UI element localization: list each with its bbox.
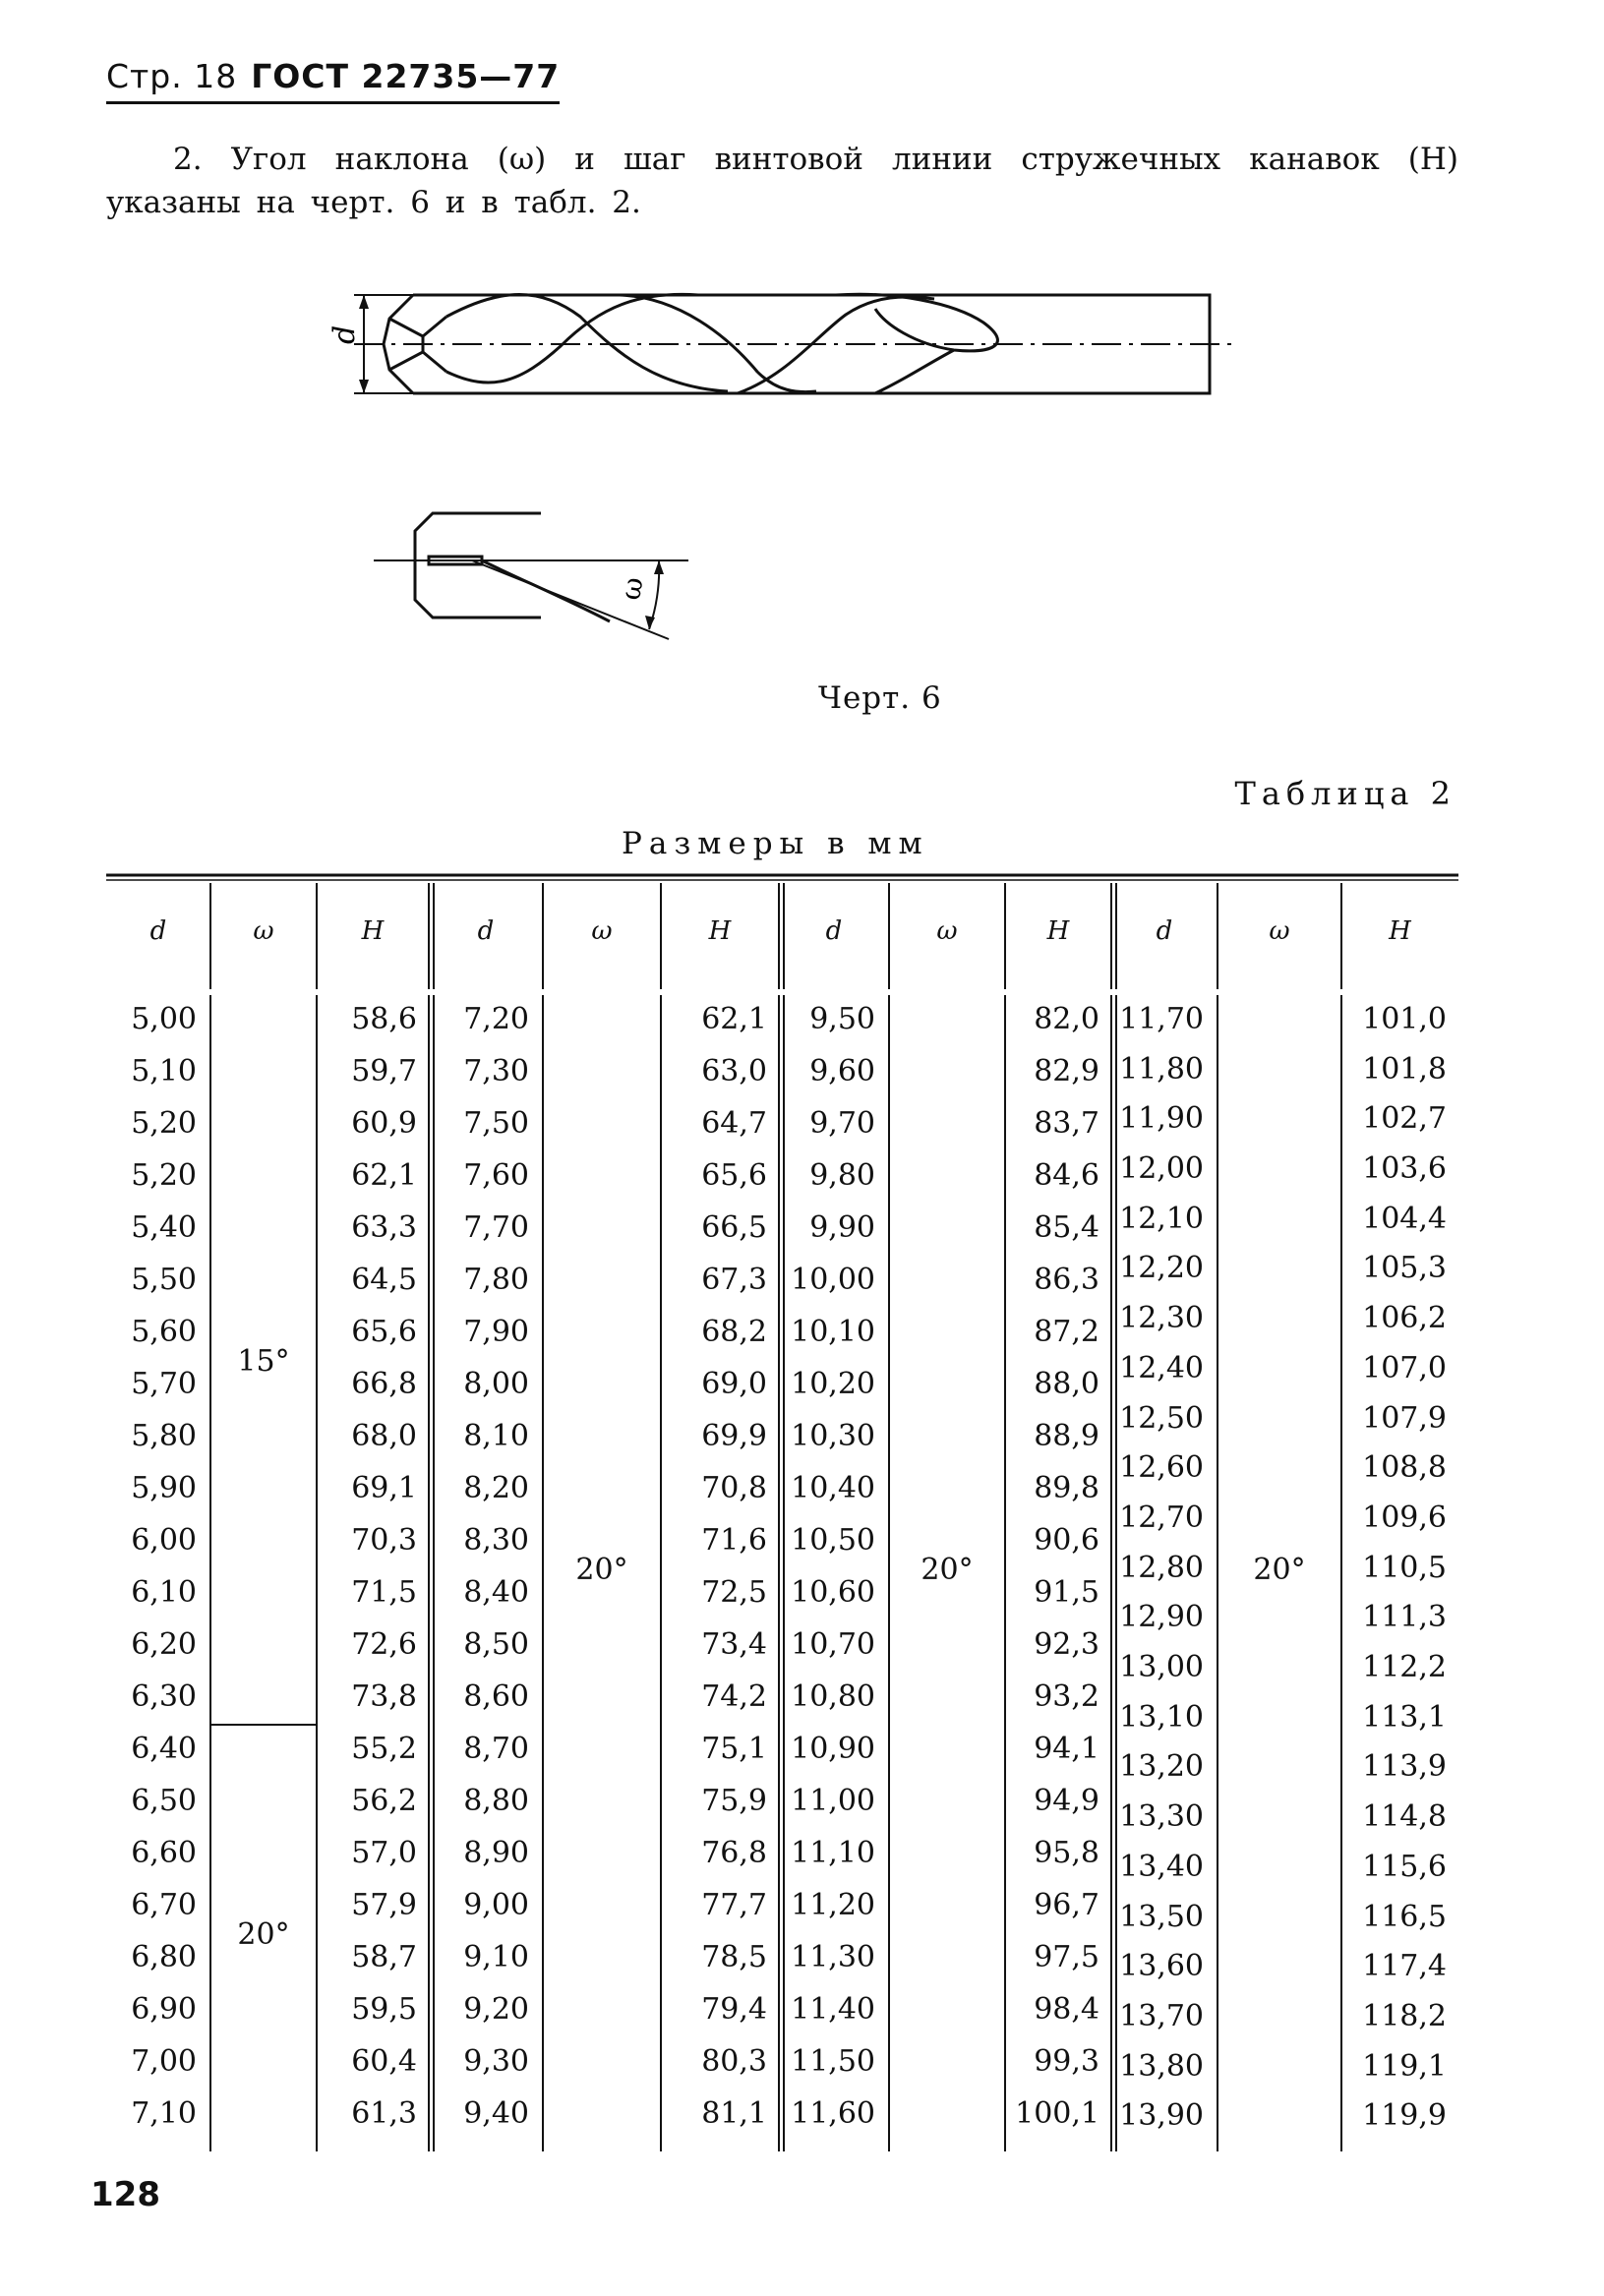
cell-diameter: 12,30 — [1119, 1301, 1204, 1336]
cell-diameter: 7,90 — [463, 1315, 529, 1349]
cell-diameter: 8,60 — [463, 1679, 529, 1714]
cell-pitch: 82,9 — [1034, 1054, 1099, 1089]
cell-pitch: 63,0 — [701, 1054, 767, 1089]
cell-diameter: 6,40 — [131, 1732, 197, 1766]
cell-diameter: 6,20 — [131, 1627, 197, 1662]
cell-diameter: 6,00 — [131, 1523, 197, 1558]
cell-pitch: 66,8 — [351, 1367, 417, 1401]
cell-diameter: 10,70 — [791, 1627, 875, 1662]
column-header: d — [149, 916, 167, 946]
table-units: Размеры в мм — [622, 826, 929, 861]
cell-pitch: 107,0 — [1362, 1350, 1447, 1385]
cell-pitch: 77,7 — [701, 1888, 767, 1922]
cell-pitch: 108,8 — [1362, 1450, 1447, 1486]
cell-pitch: 65,6 — [701, 1158, 767, 1193]
cell-pitch: 58,6 — [351, 1002, 417, 1036]
cell-diameter: 8,40 — [463, 1575, 529, 1610]
cell-pitch: 79,4 — [701, 1992, 767, 2027]
cell-pitch: 86,3 — [1034, 1263, 1099, 1297]
cell-diameter: 12,40 — [1119, 1350, 1204, 1385]
cell-diameter: 8,90 — [463, 1836, 529, 1870]
cell-diameter: 7,20 — [463, 1002, 529, 1036]
cell-diameter: 6,70 — [131, 1888, 197, 1922]
cell-pitch: 104,4 — [1362, 1201, 1447, 1236]
cell-diameter: 13,90 — [1119, 2098, 1204, 2134]
dimensions-table — [106, 869, 1458, 2138]
cell-pitch: 92,3 — [1034, 1627, 1099, 1662]
cell-pitch: 72,5 — [701, 1575, 767, 1610]
cell-pitch: 68,2 — [701, 1315, 767, 1349]
cell-diameter: 11,00 — [791, 1784, 875, 1818]
cell-pitch: 57,9 — [351, 1888, 417, 1922]
column-header: d — [1156, 916, 1173, 946]
cell-pitch: 61,3 — [351, 2096, 417, 2131]
cell-diameter: 10,50 — [791, 1523, 875, 1558]
cell-diameter: 10,60 — [791, 1575, 875, 1610]
cell-diameter: 9,20 — [463, 1992, 529, 2027]
cell-diameter: 13,70 — [1119, 1998, 1204, 2033]
cell-pitch: 82,0 — [1034, 1002, 1099, 1036]
cell-helix-angle: 20° — [921, 1553, 974, 1587]
cell-diameter: 10,90 — [791, 1732, 875, 1766]
cell-diameter: 8,10 — [463, 1419, 529, 1453]
cell-pitch: 119,9 — [1362, 2098, 1447, 2134]
column-header: ω — [1269, 916, 1290, 946]
cell-helix-angle: 20° — [575, 1553, 628, 1587]
cell-diameter: 11,90 — [1119, 1101, 1204, 1137]
cell-pitch: 114,8 — [1362, 1799, 1447, 1835]
cell-diameter: 8,70 — [463, 1732, 529, 1766]
column-header: ω — [936, 916, 958, 946]
cell-pitch: 111,3 — [1362, 1600, 1447, 1635]
cell-diameter: 9,80 — [809, 1158, 875, 1193]
cell-diameter: 6,50 — [131, 1784, 197, 1818]
cell-pitch: 64,5 — [351, 1263, 417, 1297]
cell-pitch: 71,5 — [351, 1575, 417, 1610]
cell-pitch: 94,9 — [1034, 1784, 1099, 1818]
cell-diameter: 12,50 — [1119, 1400, 1204, 1436]
standard-number: ГОСТ 22735—77 — [251, 57, 561, 95]
cell-pitch: 66,5 — [701, 1210, 767, 1245]
cell-diameter: 9,50 — [809, 1002, 875, 1036]
drill-detail-drawing — [374, 501, 708, 649]
cell-pitch: 98,4 — [1034, 1992, 1099, 2027]
column-header: H — [1389, 916, 1411, 946]
cell-diameter: 7,30 — [463, 1054, 529, 1089]
cell-diameter: 11,40 — [791, 1992, 875, 2027]
page-number: 128 — [90, 2175, 160, 2214]
cell-diameter: 5,90 — [131, 1471, 197, 1505]
cell-diameter: 7,50 — [463, 1106, 529, 1141]
cell-diameter: 5,80 — [131, 1419, 197, 1453]
cell-pitch: 78,5 — [701, 1940, 767, 1974]
cell-diameter: 9,10 — [463, 1940, 529, 1974]
cell-diameter: 12,10 — [1119, 1201, 1204, 1236]
column-header: ω — [253, 916, 274, 946]
cell-pitch: 75,1 — [701, 1732, 767, 1766]
cell-diameter: 13,10 — [1119, 1699, 1204, 1735]
cell-pitch: 81,1 — [701, 2096, 767, 2131]
cell-diameter: 5,60 — [131, 1315, 197, 1349]
cell-pitch: 101,8 — [1362, 1051, 1447, 1087]
cell-diameter: 9,40 — [463, 2096, 529, 2131]
cell-pitch: 105,3 — [1362, 1251, 1447, 1286]
cell-pitch: 119,1 — [1362, 2048, 1447, 2084]
cell-diameter: 8,00 — [463, 1367, 529, 1401]
cell-diameter: 9,90 — [809, 1210, 875, 1245]
cell-pitch: 109,6 — [1362, 1500, 1447, 1535]
cell-pitch: 116,5 — [1362, 1899, 1447, 1934]
figure-caption: Черт. 6 — [818, 680, 942, 716]
cell-pitch: 55,2 — [351, 1732, 417, 1766]
column-header: H — [708, 916, 732, 946]
cell-pitch: 72,6 — [351, 1627, 417, 1662]
cell-pitch: 70,8 — [701, 1471, 767, 1505]
cell-pitch: 87,2 — [1034, 1315, 1099, 1349]
cell-diameter: 5,20 — [131, 1106, 197, 1141]
cell-diameter: 5,00 — [131, 1002, 197, 1036]
cell-diameter: 12,20 — [1119, 1251, 1204, 1286]
cell-pitch: 59,5 — [351, 1992, 417, 2027]
cell-pitch: 65,6 — [351, 1315, 417, 1349]
cell-pitch: 75,9 — [701, 1784, 767, 1818]
cell-helix-angle: 20° — [1253, 1553, 1306, 1587]
cell-pitch: 99,3 — [1034, 2044, 1099, 2079]
cell-diameter: 5,40 — [131, 1210, 197, 1245]
cell-diameter: 13,20 — [1119, 1749, 1204, 1785]
cell-diameter: 10,80 — [791, 1679, 875, 1714]
drill-drawing — [325, 277, 1239, 415]
cell-pitch: 96,7 — [1034, 1888, 1099, 1922]
cell-pitch: 59,7 — [351, 1054, 417, 1089]
cell-pitch: 106,2 — [1362, 1301, 1447, 1336]
cell-pitch: 67,3 — [701, 1263, 767, 1297]
cell-pitch: 94,1 — [1034, 1732, 1099, 1766]
page-header — [106, 57, 560, 104]
column-header: d — [477, 916, 495, 946]
cell-pitch: 57,0 — [351, 1836, 417, 1870]
cell-pitch: 90,6 — [1034, 1523, 1099, 1558]
cell-diameter: 9,30 — [463, 2044, 529, 2079]
cell-pitch: 88,0 — [1034, 1367, 1099, 1401]
cell-diameter: 8,30 — [463, 1523, 529, 1558]
cell-pitch: 103,6 — [1362, 1151, 1447, 1187]
cell-diameter: 8,50 — [463, 1627, 529, 1662]
cell-diameter: 12,00 — [1119, 1151, 1204, 1187]
cell-diameter: 11,20 — [791, 1888, 875, 1922]
page-label: Стр. 18 — [106, 57, 238, 95]
cell-diameter: 13,80 — [1119, 2048, 1204, 2084]
cell-diameter: 10,10 — [791, 1315, 875, 1349]
cell-diameter: 10,20 — [791, 1367, 875, 1401]
cell-diameter: 6,90 — [131, 1992, 197, 2027]
cell-pitch: 118,2 — [1362, 1998, 1447, 2033]
cell-pitch: 63,3 — [351, 1210, 417, 1245]
cell-pitch: 88,9 — [1034, 1419, 1099, 1453]
cell-pitch: 62,1 — [351, 1158, 417, 1193]
cell-pitch: 115,6 — [1362, 1849, 1447, 1884]
cell-pitch: 58,7 — [351, 1940, 417, 1974]
cell-pitch: 73,4 — [701, 1627, 767, 1662]
cell-diameter: 6,10 — [131, 1575, 197, 1610]
cell-diameter: 6,30 — [131, 1679, 197, 1714]
cell-helix-angle: 15° — [237, 1344, 290, 1379]
cell-pitch: 97,5 — [1034, 1940, 1099, 1974]
cell-pitch: 69,1 — [351, 1471, 417, 1505]
cell-diameter: 10,40 — [791, 1471, 875, 1505]
cell-pitch: 100,1 — [1015, 2096, 1099, 2131]
cell-pitch: 74,2 — [701, 1679, 767, 1714]
cell-diameter: 7,10 — [131, 2096, 197, 2131]
cell-helix-angle: 20° — [237, 1917, 290, 1952]
cell-pitch: 85,4 — [1034, 1210, 1099, 1245]
cell-pitch: 60,4 — [351, 2044, 417, 2079]
cell-pitch: 83,7 — [1034, 1106, 1099, 1141]
cell-diameter: 7,60 — [463, 1158, 529, 1193]
cell-pitch: 89,8 — [1034, 1471, 1099, 1505]
cell-diameter: 13,60 — [1119, 1949, 1204, 1984]
cell-pitch: 113,1 — [1362, 1699, 1447, 1735]
cell-diameter: 9,00 — [463, 1888, 529, 1922]
cell-pitch: 69,9 — [701, 1419, 767, 1453]
cell-diameter: 11,60 — [791, 2096, 875, 2131]
cell-pitch: 56,2 — [351, 1784, 417, 1818]
cell-diameter: 10,30 — [791, 1419, 875, 1453]
cell-diameter: 11,80 — [1119, 1051, 1204, 1087]
cell-diameter: 5,50 — [131, 1263, 197, 1297]
cell-diameter: 12,80 — [1119, 1550, 1204, 1585]
column-header: ω — [591, 916, 613, 946]
cell-diameter: 9,60 — [809, 1054, 875, 1089]
cell-diameter: 7,00 — [131, 2044, 197, 2079]
column-header: H — [361, 916, 385, 946]
cell-diameter: 13,40 — [1119, 1849, 1204, 1884]
cell-pitch: 73,8 — [351, 1679, 417, 1714]
omega-angle-label: ω — [614, 574, 650, 603]
column-header: H — [1046, 916, 1070, 946]
cell-pitch: 91,5 — [1034, 1575, 1099, 1610]
cell-diameter: 11,50 — [791, 2044, 875, 2079]
cell-pitch: 71,6 — [701, 1523, 767, 1558]
cell-diameter: 6,60 — [131, 1836, 197, 1870]
cell-pitch: 64,7 — [701, 1106, 767, 1141]
cell-diameter: 8,80 — [463, 1784, 529, 1818]
cell-pitch: 95,8 — [1034, 1836, 1099, 1870]
cell-diameter: 11,10 — [791, 1836, 875, 1870]
cell-diameter: 7,80 — [463, 1263, 529, 1297]
intro-paragraph: 2. Угол наклона (ω) и шаг винтовой линии стружечных канавок (H) указаны на черт. 6 и в табл. 2. — [106, 142, 1458, 220]
cell-diameter: 10,00 — [791, 1263, 875, 1297]
table-title: Таблица 2 — [1234, 775, 1456, 812]
cell-diameter: 6,80 — [131, 1940, 197, 1974]
d-dimension-label: d — [327, 324, 362, 344]
cell-diameter: 11,70 — [1119, 1002, 1204, 1036]
column-header: d — [825, 916, 843, 946]
cell-pitch: 60,9 — [351, 1106, 417, 1141]
cell-diameter: 5,20 — [131, 1158, 197, 1193]
cell-pitch: 93,2 — [1034, 1679, 1099, 1714]
cell-pitch: 112,2 — [1362, 1650, 1447, 1685]
cell-diameter: 13,50 — [1119, 1899, 1204, 1934]
cell-pitch: 102,7 — [1362, 1101, 1447, 1137]
cell-diameter: 11,30 — [791, 1940, 875, 1974]
cell-pitch: 69,0 — [701, 1367, 767, 1401]
cell-pitch: 113,9 — [1362, 1749, 1447, 1785]
cell-pitch: 84,6 — [1034, 1158, 1099, 1193]
cell-diameter: 13,30 — [1119, 1799, 1204, 1835]
cell-pitch: 110,5 — [1362, 1550, 1447, 1585]
cell-diameter: 5,70 — [131, 1367, 197, 1401]
cell-diameter: 13,00 — [1119, 1650, 1204, 1685]
cell-diameter: 8,20 — [463, 1471, 529, 1505]
cell-diameter: 7,70 — [463, 1210, 529, 1245]
cell-pitch: 76,8 — [701, 1836, 767, 1870]
cell-pitch: 68,0 — [351, 1419, 417, 1453]
cell-diameter: 12,70 — [1119, 1500, 1204, 1535]
cell-diameter: 12,90 — [1119, 1600, 1204, 1635]
cell-pitch: 107,9 — [1362, 1400, 1447, 1436]
cell-pitch: 101,0 — [1362, 1002, 1447, 1036]
cell-pitch: 62,1 — [701, 1002, 767, 1036]
cell-pitch: 70,3 — [351, 1523, 417, 1558]
cell-diameter: 9,70 — [809, 1106, 875, 1141]
cell-pitch: 80,3 — [701, 2044, 767, 2079]
cell-diameter: 5,10 — [131, 1054, 197, 1089]
cell-diameter: 12,60 — [1119, 1450, 1204, 1486]
cell-pitch: 117,4 — [1362, 1949, 1447, 1984]
